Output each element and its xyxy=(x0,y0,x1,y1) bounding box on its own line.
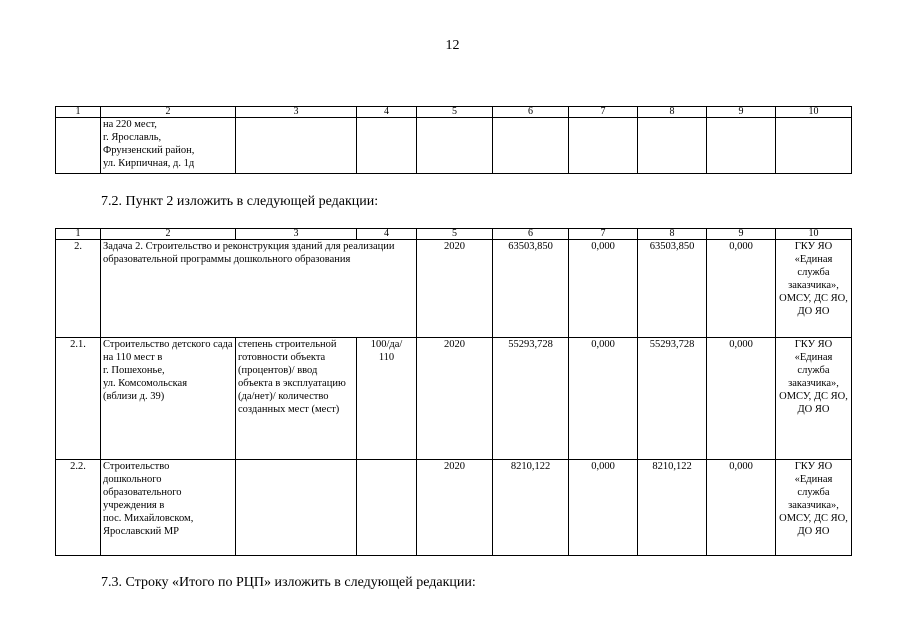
cell-indicator: степень строительной готовности объекта (процентов)/ ввод объекта в эксплуатацию (да/нет)/ количество созданных мест (мест) xyxy=(236,338,357,460)
header-cell: 3 xyxy=(236,229,357,240)
header-cell: 7 xyxy=(569,229,638,240)
cell-regional: 63503,850 xyxy=(638,240,707,338)
cell-federal xyxy=(569,118,638,174)
cell-value xyxy=(357,118,417,174)
cell-name: Строительство дошкольного образовательного учреждения в пос. Михайловском, Ярославский МР xyxy=(101,460,236,556)
cell-regional xyxy=(638,118,707,174)
header-cell: 6 xyxy=(493,107,569,118)
header-cell: 9 xyxy=(707,107,776,118)
header-cell: 6 xyxy=(493,229,569,240)
cell-executor: ГКУ ЯО «Единая служба заказчика», ОМСУ, ДС ЯО, ДО ЯО xyxy=(776,460,852,556)
cell-executor: ГКУ ЯО «Единая служба заказчика», ОМСУ, ДС ЯО, ДО ЯО xyxy=(776,240,852,338)
header-cell: 2 xyxy=(101,107,236,118)
header-cell: 2 xyxy=(101,229,236,240)
header-cell: 10 xyxy=(776,107,852,118)
cell-executor: ГКУ ЯО «Единая служба заказчика», ОМСУ, ДС ЯО, ДО ЯО xyxy=(776,338,852,460)
cell-name: Строительство детского сада на 110 мест в г. Пошехонье, ул. Комсомольская (вблизи д. 39) xyxy=(101,338,236,460)
cell-local: 0,000 xyxy=(707,240,776,338)
header-cell: 5 xyxy=(417,229,493,240)
header-cell: 8 xyxy=(638,229,707,240)
table-row-task-2 xyxy=(56,240,852,338)
header-cell: 8 xyxy=(638,107,707,118)
header-cell: 4 xyxy=(357,229,417,240)
cell-local xyxy=(707,118,776,174)
header-cell: 1 xyxy=(56,107,101,118)
header-cell: 1 xyxy=(56,229,101,240)
cell-year: 2020 xyxy=(417,240,493,338)
cell-value xyxy=(357,460,417,556)
header-cell: 7 xyxy=(569,107,638,118)
task-table xyxy=(55,228,852,556)
cell-name: на 220 мест, г. Ярославль, Фрунзенский район, ул. Кирпичная, д. 1д xyxy=(101,118,236,174)
cell-total xyxy=(493,118,569,174)
header-cell: 10 xyxy=(776,229,852,240)
page-number: 12 xyxy=(445,38,460,53)
instruction-paragraph: 7.3. Строку «Итого по РЦП» изложить в следующей редакции: xyxy=(101,575,476,590)
header-row xyxy=(56,107,852,118)
continuation-table xyxy=(55,106,852,174)
cell-total: 8210,122 xyxy=(493,460,569,556)
cell-local: 0,000 xyxy=(707,338,776,460)
instruction-paragraph: 7.2. Пункт 2 изложить в следующей редакции: xyxy=(101,194,379,209)
header-cell: 3 xyxy=(236,107,357,118)
cell-number: 2.1. xyxy=(56,338,101,460)
cell-value: 100/да/ 110 xyxy=(357,338,417,460)
table-row-2-1 xyxy=(56,338,852,460)
cell-year xyxy=(417,118,493,174)
header-row xyxy=(56,229,852,240)
cell-total: 63503,850 xyxy=(493,240,569,338)
cell-local: 0,000 xyxy=(707,460,776,556)
cell-federal: 0,000 xyxy=(569,460,638,556)
header-cell: 9 xyxy=(707,229,776,240)
table-row xyxy=(56,118,852,174)
cell-indicator xyxy=(236,118,357,174)
cell-regional: 8210,122 xyxy=(638,460,707,556)
cell-federal: 0,000 xyxy=(569,240,638,338)
cell-number xyxy=(56,118,101,174)
cell-federal: 0,000 xyxy=(569,338,638,460)
header-cell: 4 xyxy=(357,107,417,118)
cell-executor xyxy=(776,118,852,174)
header-cell: 5 xyxy=(417,107,493,118)
cell-number: 2.2. xyxy=(56,460,101,556)
cell-regional: 55293,728 xyxy=(638,338,707,460)
cell-indicator xyxy=(236,460,357,556)
cell-year: 2020 xyxy=(417,338,493,460)
cell-number: 2. xyxy=(56,240,101,338)
table-row-2-2 xyxy=(56,460,852,556)
cell-total: 55293,728 xyxy=(493,338,569,460)
cell-year: 2020 xyxy=(417,460,493,556)
cell-task-name: Задача 2. Строительство и реконструкция зданий для реализации образовательной программы дошкольного образования xyxy=(101,240,417,338)
